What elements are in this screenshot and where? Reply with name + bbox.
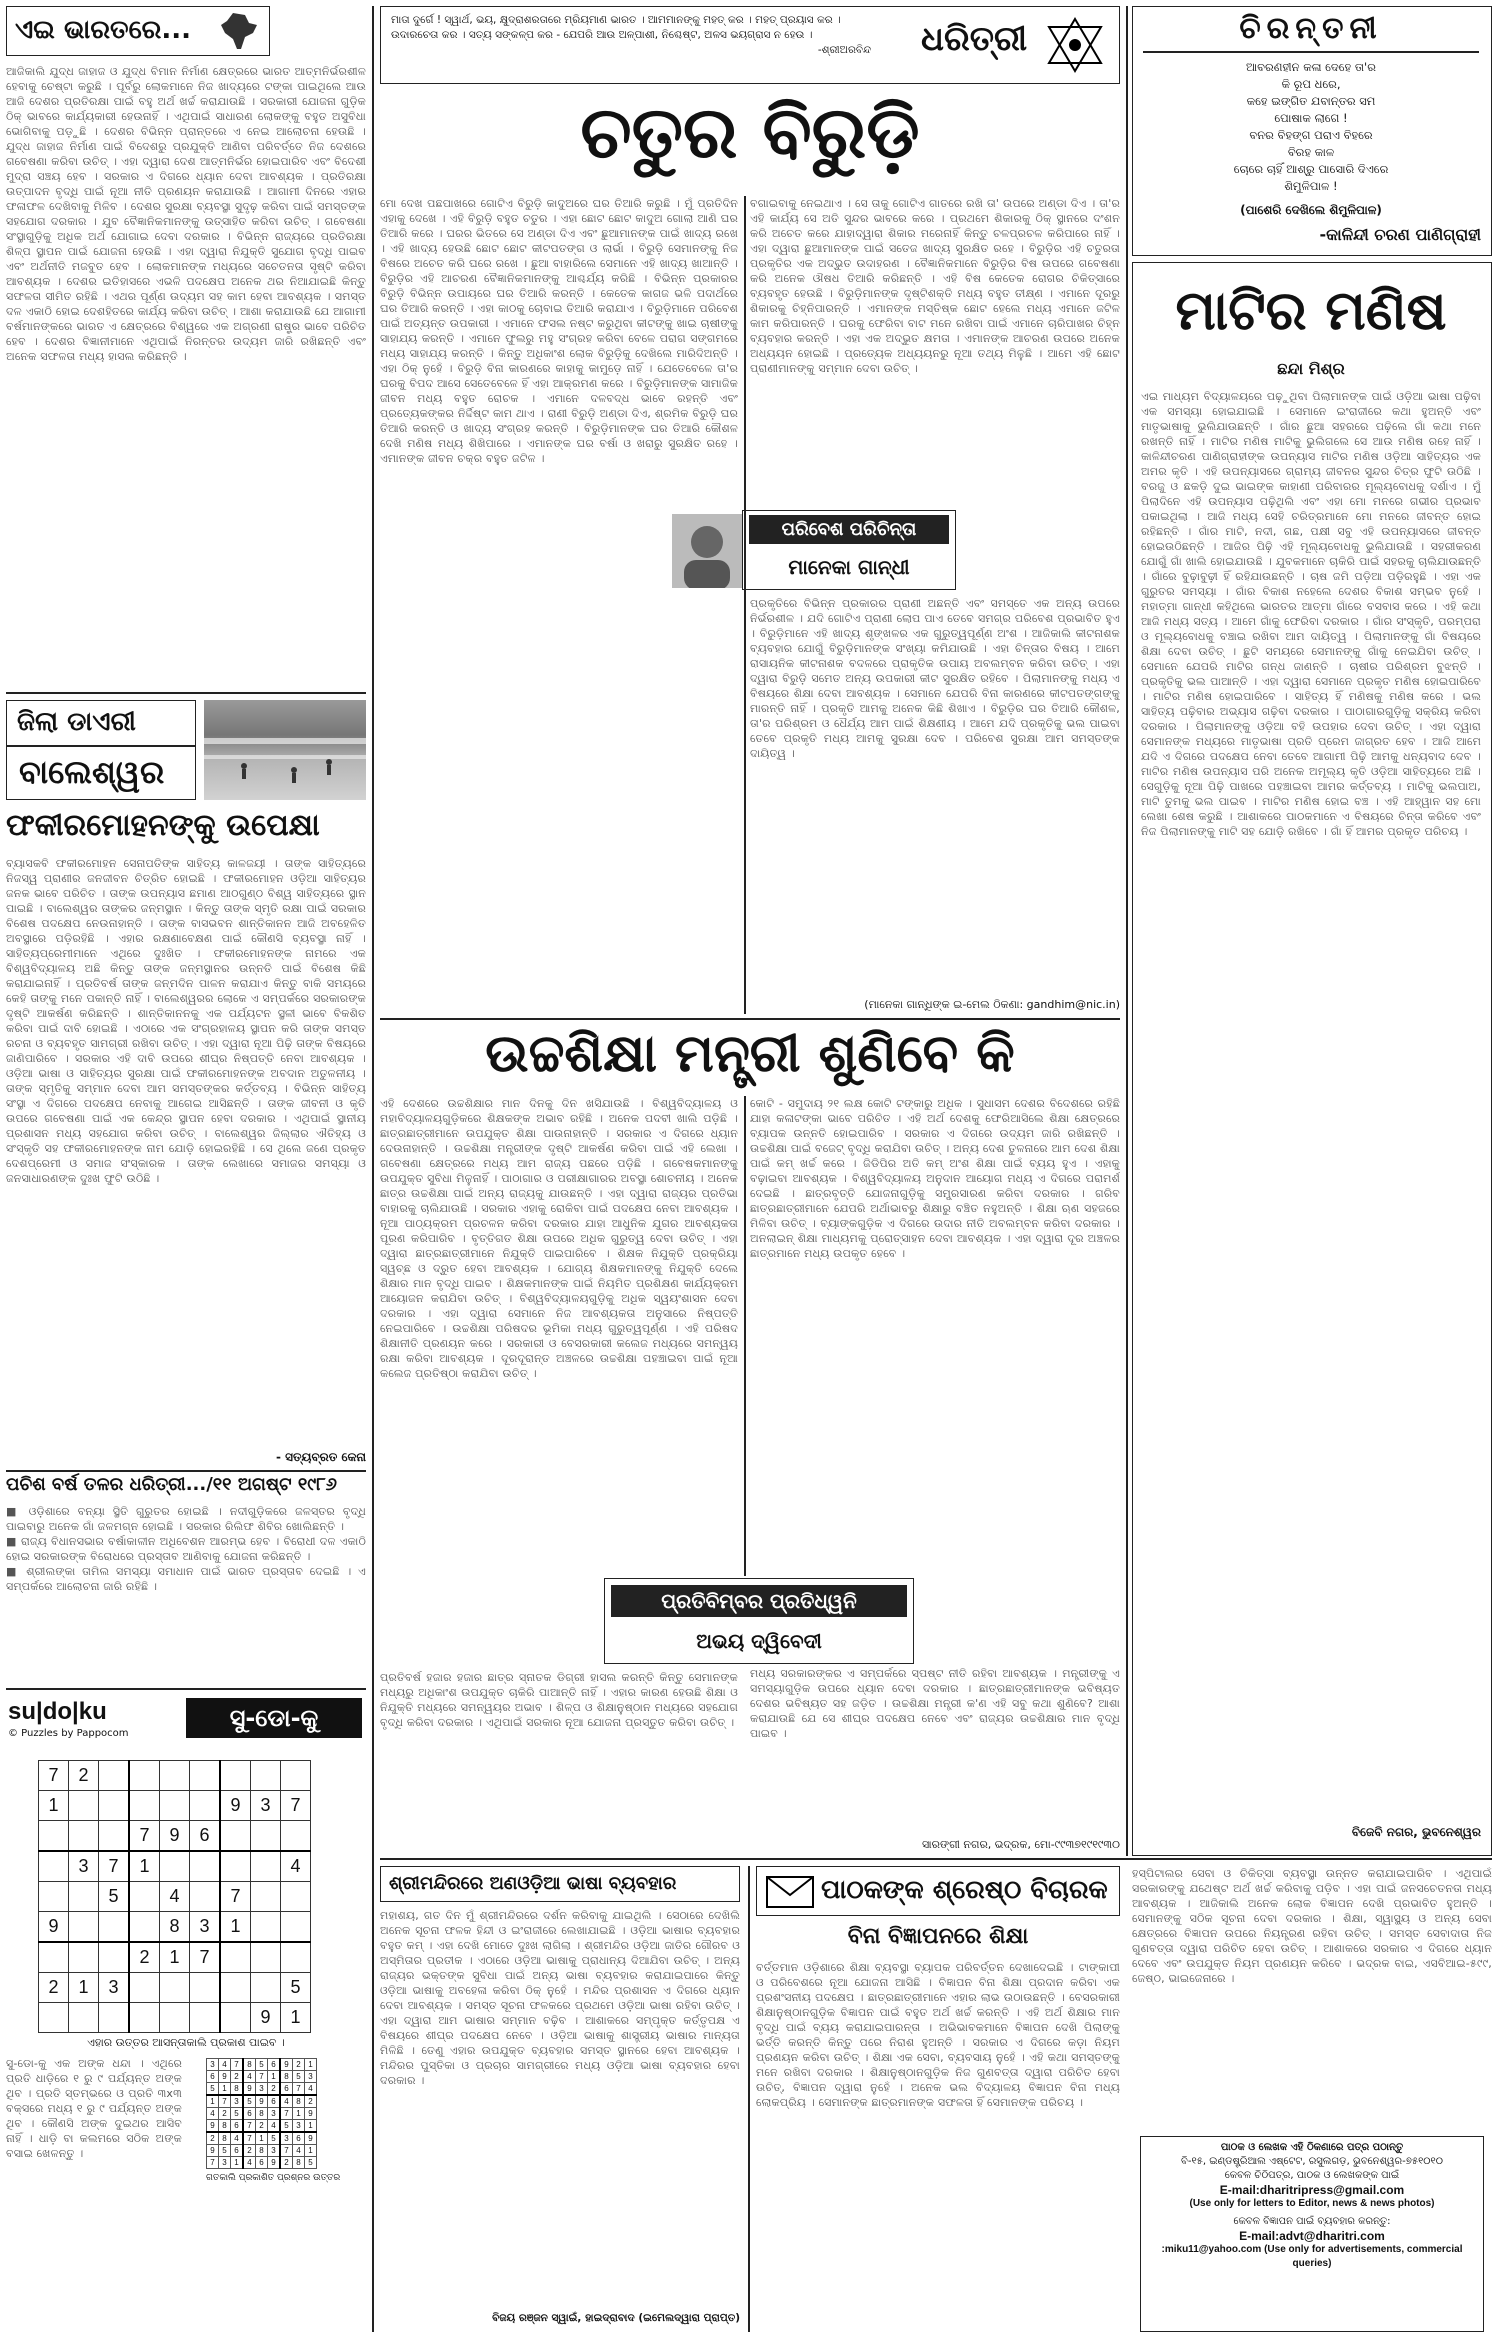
contact-box (1140, 2136, 1484, 2332)
sudoku-cell: 2 (219, 2108, 231, 2120)
sudoku-cell: 5 (219, 2145, 231, 2157)
sudoku-cell[interactable] (251, 1821, 281, 1852)
sudoku-cell: 6 (231, 2145, 244, 2157)
sudoku-cell[interactable]: 8 (160, 1912, 190, 1943)
sudoku-cell[interactable]: 3 (69, 1851, 99, 1882)
sudoku-cell: 7 (243, 2132, 256, 2145)
main-article-col1: ମୋ ଦେଖ ପଛପାଖରେ ଗୋଟିଏ ବିରୁଡ଼ି କାଦୁଅରେ ଘର ତିଆରି କରୁଛି । ମୁଁ ପ୍ରତିଦିନ ଏହାକୁ ଦେଖେ । ଏହି ବିରୁଡ଼ି ବହୁତ ଚତୁର । ଏହା ଛୋଟ ଛୋଟ କାଦୁଅ ଗୋଲା ଆଣି ଘର ତିଆରି କରେ । ଘରର ଭିତରେ ସେ ଅଣ୍ଡା ଦିଏ ଏବଂ ଛୁଆମାନଙ୍କ ପାଇଁ ଖାଦ୍ୟ ରଖେ । ଏହି ଖାଦ୍ୟ ହେଉଛି ଛୋଟ ଛୋଟ କୀଟପତଙ୍ଗ ଓ ଲାର୍ଭା । ବିରୁଡ଼ି ସେମାନଙ୍କୁ ନିଜ ବିଷରେ ଅଚେତ କରି ଘରେ ରଖେ । ଛୁଆ ବାହାରିଲେ ସେମାନେ ଏହି ଖାଦ୍ୟ ଖାଆନ୍ତି । ବିରୁଡ଼ିର ଏହି ଆଚରଣ ବୈଜ୍ଞାନିକମାନଙ୍କୁ ଆଶ୍ଚର୍ଯ୍ୟ କରିଛି । ବିଭିନ୍ନ ପ୍ରକାରର ବିରୁଡ଼ି ବିଭିନ୍ନ ଉପାୟରେ ଘର ତିଆରି କରନ୍ତି । କେତେକ କାଗଜ ଭଳି ପଦାର୍ଥରେ ଘର ତିଆରି କରନ୍ତି । ଏହା କାଠକୁ ଚୋବାଇ ତିଆରି କରାଯାଏ । ବିରୁଡ଼ିମାନେ ପରିବେଶ ପାଇଁ ଅତ୍ୟନ୍ତ ଉପକାରୀ । ଏମାନେ ଫସଲ ନଷ୍ଟ କରୁଥିବା କୀଟଙ୍କୁ ଖାଇ ଚାଷୀଙ୍କୁ ସାହାଯ୍ୟ କରନ୍ତି । ଏମାନେ ଫୁଲରୁ ମହୁ ସଂଗ୍ରହ କରିବା ବେଳେ ପରାଗ ସଙ୍ଗମରେ ମଧ୍ୟ ସାହାଯ୍ୟ କରନ୍ତି । କିନ୍ତୁ ଅଧିକାଂଶ ଲୋକ ବିରୁଡ଼ିକୁ ଦେଖିଲେ ମାରିଦିଅନ୍ତି । ଏହା ଠିକ୍ ନୁହେଁ । ବିରୁଡ଼ି ବିନା କାରଣରେ କାହାକୁ କାମୁଡ଼େ ନାହିଁ । ଯେତେବେଳେ ତା'ର ଘରକୁ ବିପଦ ଆସେ ସେତେବେଳେ ହିଁ ଏହା ଆକ୍ରମଣ କରେ । ବିରୁଡ଼ିମାନଙ୍କ ସାମାଜିକ ଜୀବନ ମଧ୍ୟ ବହୁତ ରୋଚକ । ଏମାନେ ଦଳବଦ୍ଧ ଭାବେ ରହନ୍ତି ଏବଂ ପ୍ରତ୍ୟେକଙ୍କର ନିର୍ଦ୍ଦିଷ୍ଟ କାମ ଥାଏ । ରାଣୀ ବିରୁଡ଼ି ଅଣ୍ଡା ଦିଏ, ଶ୍ରମିକ ବିରୁଡ଼ି ଘର ତିଆରି କରନ୍ତି ଓ ଖାଦ୍ୟ ସଂଗ୍ରହ କରନ୍ତି । ବିରୁଡ଼ିମାନଙ୍କ ଘର ତିଆରି କୌଶଳ ଦେଖି ମଣିଷ ମଧ୍ୟ ଶିଖିପାରେ । ଏମାନଙ୍କ ଘର ବର୍ଷା ଓ ଖରାରୁ ସୁରକ୍ଷିତ ରହେ । ଏମାନଙ୍କ ଜୀବନ ଚକ୍ର ବହୁତ ଜଟିଳ । (380, 197, 738, 465)
sudoku-cell: 3 (231, 2095, 244, 2108)
sudoku-cell: 7 (293, 2083, 305, 2096)
sudoku-cell: 8 (219, 2120, 231, 2133)
sudoku-row (207, 2108, 317, 2120)
srimandir-body: ମହାଶୟ, ଗତ ଦିନ ମୁଁ ଶ୍ରୀମନ୍ଦିରରେ ଦର୍ଶନ କରିବାକୁ ଯାଇଥିଲି । ସେଠାରେ ଦେଖିଲି ଅନେକ ସୂଚନା ଫଳକ ହିନ୍ଦୀ ଓ ଇଂରାଜୀରେ ଲେଖାଯାଇଛି । ଓଡ଼ିଆ ଭାଷାର ବ୍ୟବହାର ବହୁତ କମ୍ । ଏହା ଦେଖି ମୋତେ ଦୁଃଖ ଲାଗିଲା । ଶ୍ରୀମନ୍ଦିର ଓଡ଼ିଆ ଜାତିର ଗୌରବ ଓ ଅସ୍ମିତାର ପ୍ରତୀକ । ଏଠାରେ ଓଡ଼ିଆ ଭାଷାକୁ ପ୍ରାଧାନ୍ୟ ଦିଆଯିବା ଉଚିତ୍ । ଅନ୍ୟ ରାଜ୍ୟର ଭକ୍ତଙ୍କ ସୁବିଧା ପାଇଁ ଅନ୍ୟ ଭାଷା ବ୍ୟବହାର କରାଯାଇପାରେ କିନ୍ତୁ ଓଡ଼ିଆ ଭାଷାକୁ ଅବହେଳା କରିବା ଠିକ୍ ନୁହେଁ । ମନ୍ଦିର ପ୍ରଶାସନ ଏ ଦିଗରେ ଧ୍ୟାନ ଦେବା ଆବଶ୍ୟକ । ସମସ୍ତ ସୂଚନା ଫଳକରେ ପ୍ରଥମେ ଓଡ଼ିଆ ଭାଷା ରହିବା ଉଚିତ୍ । ଏହା ଦ୍ୱାରା ଆମ ଭାଷାର ସମ୍ମାନ ବଢ଼ିବ । ଆଶାକରେ ସମ୍ପୃକ୍ତ କର୍ତ୍ତୃପକ୍ଷ ଏ ବିଷୟରେ ଶୀଘ୍ର ପଦକ୍ଷେପ ନେବେ । ଓଡ଼ିଆ ଭାଷାକୁ ଶାସ୍ତ୍ରୀୟ ଭାଷାର ମାନ୍ୟତା ମିଳିଛି । ତେଣୁ ଏହାର ଉପଯୁକ୍ତ ବ୍ୟବହାର ସମସ୍ତ ସ୍ଥାନରେ ହେବା ଆବଶ୍ୟକ । ମନ୍ଦିରର ପୁସ୍ତିକା ଓ ପ୍ରଚାର ସାମଗ୍ରୀରେ ମଧ୍ୟ ଓଡ଼ିଆ ଭାଷା ବ୍ୟବହାର ହେବା ଦରକାର । (380, 1909, 740, 2087)
education-col1b: ପ୍ରତିବର୍ଷ ହଜାର ହଜାର ଛାତ୍ର ସ୍ନାତକ ଡିଗ୍ରୀ ହାସଲ କରନ୍ତି କିନ୍ତୁ ସେମାନଙ୍କ ମଧ୍ୟରୁ ଅଧିକାଂଶ ଉପଯୁକ୍ତ ଚାକିରି ପାଆନ୍ତି ନାହିଁ । ଏହାର କାରଣ ହେଉଛି ଶିକ୍ଷା ଓ ନିଯୁକ୍ତି ମଧ୍ୟରେ ସମନ୍ୱୟର ଅଭାବ । ଶିଳ୍ପ ଓ ଶିକ୍ଷାନୁଷ୍ଠାନ ମଧ୍ୟରେ ସହଯୋଗ ବୃଦ୍ଧି କରିବା ଦରକାର । ଏଥିପାଇଁ ସରକାର ନୂଆ ଯୋଜନା ପ୍ରସ୍ତୁତ କରିବା ଉଚିତ୍ । (380, 1671, 738, 1729)
sudoku-cell: 3 (293, 2120, 305, 2133)
sudoku-cell[interactable] (99, 1791, 130, 1821)
sudoku-cell[interactable] (190, 1882, 221, 1912)
sudoku-cell: 1 (256, 2132, 268, 2145)
email-editorial[interactable]: E-mail:dharitripress@gmail.com (1219, 2183, 1405, 2197)
sudoku-cell: 3 (305, 2071, 317, 2083)
sudoku-row (39, 1821, 311, 1852)
sudoku-cell: 4 (231, 2132, 244, 2145)
sudoku-cell: 1 (305, 2145, 317, 2157)
email-label: କେବଳ ଚିଠିପତ୍ର, ପାଠକ ଓ ଲେଖକଙ୍କ ପାଇଁ (1224, 2170, 1400, 2181)
sudoku-odia-title: ସୁ-ଡୋ-କୁ (186, 1698, 362, 1738)
sudoku-cell: 3 (256, 2083, 268, 2096)
sudoku-cell: 2 (231, 2071, 244, 2083)
sudoku-cell[interactable] (129, 2003, 160, 2033)
sudoku-cell: 4 (280, 2095, 293, 2108)
education-headline: ଉଚ୍ଚଶିକ୍ଷା ମନ୍ତ୍ରୀ ଶୁଣିବେ କି (485, 1024, 1015, 1084)
sudoku-cell[interactable] (69, 1821, 99, 1852)
sudoku-cell: 3 (268, 2145, 281, 2157)
masthead-quote (391, 13, 871, 58)
sudoku-cell: 8 (256, 2108, 268, 2120)
sudoku-cell[interactable] (160, 1851, 190, 1882)
district-diary-label: ଜିଲା ଡାଏରୀ (17, 707, 136, 737)
sudoku-cell[interactable] (160, 1761, 190, 1791)
main-article-col2: ବଗାଇବାକୁ ନେଇଥାଏ । ସେ ତାକୁ ଗୋଟିଏ ଗାତରେ ରଖି ତା' ଉପରେ ଅଣ୍ଡା ଦିଏ । ତା'ର ଏହି କାର୍ଯ୍ୟ ସେ ଅତି ସୁନ୍ଦର ଭାବରେ କରେ । ପ୍ରଥମେ ଶିକାରକୁ ଠିକ୍ ସ୍ଥାନରେ ଦଂଶନ କରି ଅଚେତ କରେ ଯାହାଦ୍ୱାରା ଶିକାର ମରେନାହିଁ କିନ୍ତୁ ଚଳପ୍ରଚଳ କରିପାରେ ନାହିଁ । ଏହା ଦ୍ୱାରା ଛୁଆମାନଙ୍କ ପାଇଁ ସତେଜ ଖାଦ୍ୟ ସୁରକ୍ଷିତ ରହେ । ବିରୁଡ଼ିର ଏହି ଚତୁରତା ପ୍ରକୃତିର ଏକ ଅଦ୍ଭୁତ ଉଦାହରଣ । ବୈଜ୍ଞାନିକମାନେ ବିରୁଡ଼ିର ବିଷ ଉପରେ ଗବେଷଣା କରି ଅନେକ ଔଷଧ ତିଆରି କରିଛନ୍ତି । ଏହି ବିଷ କେତେକ ରୋଗର ଚିକିତ୍ସାରେ ବ୍ୟବହୃତ ହେଉଛି । ବିରୁଡ଼ିମାନଙ୍କ ଦୃଷ୍ଟିଶକ୍ତି ମଧ୍ୟ ବହୁତ ତୀକ୍ଷ୍ଣ । ଏମାନେ ଦୂରରୁ ଶିକାରକୁ ଚିହ୍ନିପାରନ୍ତି । ଏମାନଙ୍କ ମସ୍ତିଷ୍କ ଛୋଟ ହେଲେ ମଧ୍ୟ ଏମାନେ ଜଟିଳ କାମ କରିପାରନ୍ତି । ଘରକୁ ଫେରିବା ବାଟ ମନେ ରଖିବା ପାଇଁ ଏମାନେ ଚାରିପାଖର ଚିହ୍ନ ବ୍ୟବହାର କରନ୍ତି । ଏହା ଏକ ଅଦ୍ଭୁତ କ୍ଷମତା । ଏମାନଙ୍କ ଆଚରଣ ଉପରେ ଅନେକ ଅଧ୍ୟୟନ ହୋଇଛି । ପ୍ରତ୍ୟେକ ଅଧ୍ୟୟନରୁ ନୂଆ ତଥ୍ୟ ମିଳୁଛି । ଆମେ ଏହି ଛୋଟ ପ୍ରାଣୀମାନଙ୍କୁ ସମ୍ମାନ ଦେବା ଉଚିତ୍ । (750, 197, 1120, 375)
education-col3: ମଧ୍ୟ ସରକାରଙ୍କର ଏ ସମ୍ପର୍କରେ ସ୍ପଷ୍ଟ ନୀତି ରହିବା ଆବଶ୍ୟକ । ମନ୍ତ୍ରୀଙ୍କୁ ଏ ସମସ୍ୟାଗୁଡ଼ିକ ଉପରେ ଧ୍ୟାନ ଦେବା ଦରକାର । ଛାତ୍ରଛାତ୍ରୀମାନଙ୍କ ଭବିଷ୍ୟତ ଦେଶର ଭବିଷ୍ୟତ ସହ ଜଡ଼ିତ । ଉଚ୍ଚଶିକ୍ଷା ମନ୍ତ୍ରୀ କ'ଣ ଏହି ସବୁ କଥା ଶୁଣିବେ? ଆଶା କରାଯାଉଛି ଯେ ସେ ଶୀଘ୍ର ପଦକ୍ଷେପ ନେବେ ଏବଂ ରାଜ୍ୟର ଉଚ୍ଚଶିକ୍ଷାର ମାନ ବୃଦ୍ଧି ପାଇବ । (750, 1667, 1120, 1740)
sudoku-cell[interactable]: 1 (129, 1851, 160, 1882)
sudoku-cell[interactable] (251, 1851, 281, 1882)
sudoku-cell[interactable]: 2 (39, 1973, 69, 2003)
sudoku-cell: 2 (256, 2120, 268, 2133)
email-ads-2[interactable]: :miku11@yahoo.com (Use only for advertisements, commercial queries) (1161, 2244, 1463, 2269)
fakir-author: - ସତ୍ୟବ୍ରତ କେନା (276, 1450, 366, 1464)
sudoku-cell: 5 (207, 2083, 219, 2096)
sudoku-cell[interactable] (129, 1882, 160, 1912)
sudoku-cell: 4 (207, 2108, 219, 2120)
sudoku-cell[interactable]: 4 (281, 1851, 311, 1882)
sudoku-cell[interactable] (129, 1912, 160, 1943)
sudoku-cell: 6 (256, 2157, 268, 2169)
sudoku-cell[interactable] (69, 1912, 99, 1943)
district-name-box (6, 746, 196, 800)
sudoku-cell: 9 (243, 2083, 256, 2096)
sudoku-cell[interactable] (281, 1912, 311, 1943)
sudoku-cell: 9 (280, 2059, 293, 2071)
sudoku-cell: 9 (207, 2145, 219, 2157)
sudoku-cell[interactable] (251, 1761, 281, 1791)
masthead-quote-author: -ଶ୍ରୀଅରବିନ୍ଦ (817, 44, 871, 56)
sudoku-instructions: ସୁ-ଡୋ-କୁ ଏକ ଅଙ୍କ ଧନ୍ଦା । ଏଥିରେ ପ୍ରତି ଧାଡ଼ିରେ ୧ ରୁ ୯ ପର୍ଯ୍ୟନ୍ତ ଅଙ୍କ ଥିବ । ପ୍ରତି ସ୍ତମ୍ଭରେ ଓ ପ୍ରତି ୩x୩ ବକ୍ସରେ ମଧ୍ୟ ୧ ରୁ ୯ ପର୍ଯ୍ୟନ୍ତ ଅଙ୍କ ଥିବ । କୌଣସି ଅଙ୍କ ଦୁଇଥର ଆସିବ ନାହିଁ । ଧାଡ଼ି ବା କଲମରେ ସଠିକ ଅଙ୍କ ବସାଇ ଖେଳନ୍ତୁ । (6, 2057, 182, 2160)
sudoku-credit: © Puzzles by Pappocom (8, 1728, 129, 1739)
sudoku-cell[interactable] (69, 1882, 99, 1912)
sudoku-caption: ଏହାର ଉତ୍ତର ଆସନ୍ତାକାଲି ପ୍ରକାଶ ପାଇବ । (87, 2036, 285, 2049)
column-label-box-2 (604, 1578, 914, 1664)
sudoku-cell[interactable] (129, 1761, 160, 1791)
sudoku-row (39, 1851, 311, 1882)
sudoku-cell[interactable] (39, 1942, 69, 1973)
sudoku-cell: 2 (280, 2157, 293, 2169)
sudoku-cell: 5 (293, 2071, 305, 2083)
poem-line: ପୋଷାକ ଲାଗେ ! (1274, 111, 1348, 125)
sudoku-cell: 6 (268, 2059, 281, 2071)
sudoku-cell[interactable]: 6 (190, 1821, 221, 1852)
sudoku-cell: 8 (243, 2059, 256, 2071)
sudoku-cell: 4 (243, 2071, 256, 2083)
sudoku-cell[interactable] (190, 1791, 221, 1821)
sudoku-grid (38, 1760, 311, 2033)
poem-line: ବିରହ କାଳ (1287, 145, 1335, 159)
sudoku-cell: 6 (280, 2083, 293, 2096)
fakir-article-body: ବ୍ୟାସକବି ଫକୀରମୋହନ ସେନାପତିଙ୍କ ସାହିତ୍ୟ କାଳଜୟୀ । ତାଙ୍କ ସାହିତ୍ୟରେ ନିଜସ୍ୱ ପ୍ରାଣୀର ଜନଜୀବନ ଚିତ୍ରିତ ହୋଇଛି । ଫକୀରମୋହନ ଓଡ଼ିଆ ସାହିତ୍ୟର ଜନକ ଭାବେ ପରିଚିତ । ତାଙ୍କ ଉପନ୍ୟାସ ଛମାଣ ଆଠଗୁଣ୍ଠ ବିଶ୍ୱ ସାହିତ୍ୟରେ ସ୍ଥାନ ପାଇଛି । ବାଲେଶ୍ୱର ତାଙ୍କର ଜନ୍ମସ୍ଥାନ । କିନ୍ତୁ ତାଙ୍କ ସ୍ମୃତି ରକ୍ଷା ପାଇଁ ସରକାର ବିଶେଷ ପଦକ୍ଷେପ ନେଉନାହାନ୍ତି । ତାଙ୍କ ବାସଭବନ ଶାନ୍ତିକାନନ ଆଜି ଅବହେଳିତ ଅବସ୍ଥାରେ ପଡ଼ିରହିଛି । ଏହାର ରକ୍ଷଣାବେକ୍ଷଣ ପାଇଁ କୌଣସି ବ୍ୟବସ୍ଥା ନାହିଁ । ସାହିତ୍ୟପ୍ରେମୀମାନେ ଏଥିରେ ଦୁଃଖିତ । ଫକୀରମୋହନଙ୍କ ନାମରେ ଏକ ବିଶ୍ୱବିଦ୍ୟାଳୟ ଅଛି କିନ୍ତୁ ତାଙ୍କ ଜନ୍ମସ୍ଥାନର ଉନ୍ନତି ପାଇଁ ବିଶେଷ କିଛି କରାଯାଇନାହିଁ । ପ୍ରତିବର୍ଷ ତାଙ୍କ ଜନ୍ମଦିନ ପାଳନ କରାଯାଏ କିନ୍ତୁ ବାକି ସମୟରେ କେହି ତାଙ୍କୁ ମନେ ପକାନ୍ତି ନାହିଁ । ବାଲେଶ୍ୱରର ଲୋକେ ଏ ସମ୍ପର୍କରେ ସରକାରଙ୍କ ଦୃଷ୍ଟି ଆକର୍ଷଣ କରିଛନ୍ତି । ଶାନ୍ତିକାନନକୁ ଏକ ପର୍ଯ୍ୟଟନ ସ୍ଥଳୀ ଭାବେ ବିକଶିତ କରିବା ପାଇଁ ଦାବି ହୋଇଛି । ଏଠାରେ ଏକ ସଂଗ୍ରହାଳୟ ସ୍ଥାପନ କରି ତାଙ୍କ ସମସ୍ତ ରଚନା ଓ ବ୍ୟବହୃତ ସାମଗ୍ରୀ ରଖିବା ଉଚିତ୍ । ଏହା ଦ୍ୱାରା ନୂଆ ପିଢ଼ି ତାଙ୍କ ବିଷୟରେ ଜାଣିପାରିବେ । ସରକାର ଏହି ଦାବି ଉପରେ ଶୀଘ୍ର ନିଷ୍ପତ୍ତି ନେବା ଆବଶ୍ୟକ । ଓଡ଼ିଆ ଭାଷା ଓ ସାହିତ୍ୟର ସୁରକ୍ଷା ପାଇଁ ଫକୀରମୋହନଙ୍କ ଅବଦାନ ଅତୁଳନୀୟ । ତାଙ୍କ ସ୍ମୃତିକୁ ସମ୍ମାନ ଦେବା ଆମ ସମସ୍ତଙ୍କର କର୍ତ୍ତବ୍ୟ । ବିଭିନ୍ନ ସାହିତ୍ୟ ସଂସ୍ଥା ଏ ଦିଗରେ ପଦକ୍ଷେପ ନେବାକୁ ଆଗେଇ ଆସିଛନ୍ତି । ତାଙ୍କ ଜୀବନୀ ଓ କୃତି ଉପରେ ଗବେଷଣା ପାଇଁ ଏକ କେନ୍ଦ୍ର ସ୍ଥାପନ ହେବା ଦରକାର । ଏଥିପାଇଁ ସ୍ଥାନୀୟ ପ୍ରଶାସନ ମଧ୍ୟ ସହଯୋଗ କରିବା ଉଚିତ୍ । ବାଲେଶ୍ୱର ଜିଲ୍ଲାର ଐତିହ୍ୟ ଓ ସଂସ୍କୃତି ସହ ଫକୀରମୋହନଙ୍କ ନାମ ଯୋଡ଼ି ହୋଇରହିଛି । ସେ ଥିଲେ ଜଣେ ପ୍ରକୃତ ଦେଶପ୍ରେମୀ ଓ ସମାଜ ସଂସ୍କାରକ । ତାଙ୍କ ଲେଖାରେ ସମାଜର ସମସ୍ୟା ଓ ଜନସାଧାରଣଙ୍କ ଦୁଃଖ ଫୁଟି ଉଠିଛି । (6, 857, 366, 1185)
sudoku-cell[interactable] (190, 1973, 221, 2003)
sudoku-row (39, 1973, 311, 2003)
sudoku-cell[interactable]: 9 (39, 1912, 69, 1943)
sudoku-cell: 2 (293, 2059, 305, 2071)
sudoku-solution-wrap (206, 2058, 340, 2183)
sudoku-cell: 7 (219, 2095, 231, 2108)
sudoku-cell[interactable]: 7 (99, 1851, 130, 1882)
sudoku-cell[interactable] (99, 1942, 130, 1973)
sudoku-cell: 4 (219, 2059, 231, 2071)
education-col2: କୋଟି - ସମୁଦାୟ ୨୧ ଲକ୍ଷ କୋଟି ଟଙ୍କାରୁ ଅଧିକ । ସୁଧାସମ ଦେଶର ବିଦେଶରେ ରହିଛି ଯାହା କଳାଟଙ୍କା ଭାବେ ପରିଚିତ । ଏହି ଅର୍ଥ ଦେଶକୁ ଫେରିଆସିଲେ ଶିକ୍ଷା କ୍ଷେତ୍ରରେ ବ୍ୟାପକ ଉନ୍ନତି ହୋଇପାରିବ । ସରକାର ଏ ଦିଗରେ ଉଦ୍ୟମ ଜାରି ରଖିଛନ୍ତି । ଉଚ୍ଚଶିକ୍ଷା ପାଇଁ ବଜେଟ୍ ବୃଦ୍ଧି କରାଯିବା ଉଚିତ୍ । ଅନ୍ୟ ଦେଶ ତୁଳନାରେ ଆମ ଦେଶ ଶିକ୍ଷା ପାଇଁ କମ୍ ଖର୍ଚ୍ଚ କରେ । ଜିଡିପିର ଅତି କମ୍ ଅଂଶ ଶିକ୍ଷା ପାଇଁ ବ୍ୟୟ ହୁଏ । ଏହାକୁ ବଢ଼ାଇବା ଆବଶ୍ୟକ । ବିଶ୍ୱବିଦ୍ୟାଳୟ ଅନୁଦାନ ଆୟୋଗ ମଧ୍ୟ ଏ ଦିଗରେ ପରାମର୍ଶ ଦେଇଛି । ଛାତ୍ରବୃତ୍ତି ଯୋଜନାଗୁଡ଼ିକୁ ସମ୍ପ୍ରସାରଣ କରିବା ଦରକାର । ଗରିବ ଛାତ୍ରଛାତ୍ରୀମାନେ ଯେପରି ଅର୍ଥାଭାବରୁ ଶିକ୍ଷାରୁ ବଞ୍ଚିତ ନହୁଅନ୍ତି । ଶିକ୍ଷା ଋଣ ସହଜରେ ମିଳିବା ଉଚିତ୍ । ବ୍ୟାଙ୍କଗୁଡ଼ିକ ଏ ଦିଗରେ ଉଦାର ନୀତି ଅବଲମ୍ବନ କରିବା ଦରକାର । ଅନଲାଇନ୍ ଶିକ୍ଷା ମାଧ୍ୟମକୁ ପ୍ରୋତ୍ସାହନ ଦେବା ଆବଶ୍ୟକ । ଏହା ଦ୍ୱାରା ଦୂର ଅଞ୍ଚଳର ଛାତ୍ରମାନେ ମଧ୍ୟ ଉପକୃତ ହେବେ । (750, 1097, 1120, 1260)
sudoku-cell[interactable] (129, 1791, 160, 1821)
sudoku-cell[interactable] (251, 1973, 281, 2003)
sudoku-cell: 3 (207, 2059, 219, 2071)
sudoku-row (207, 2157, 317, 2169)
sudoku-row (39, 1882, 311, 1912)
sudoku-cell: 5 (280, 2120, 293, 2133)
sudoku-cell[interactable]: 3 (251, 1791, 281, 1821)
sudoku-cell[interactable]: 4 (160, 1882, 190, 1912)
sudoku-row (207, 2083, 317, 2096)
sudoku-cell: 4 (293, 2145, 305, 2157)
sudoku-cell: 3 (280, 2132, 293, 2145)
column-label: ପରିବେଶ ପରିଚିନ୍ତା (749, 515, 949, 544)
education-footer: ସାରଙ୍ଗୀ ନଗର, ଭଦ୍ରକ, ମୋ-୯୯୩୭୧୯୧୯୩୦ (921, 1838, 1120, 1851)
sudoku-cell: 2 (305, 2095, 317, 2108)
sudoku-cell[interactable] (129, 1973, 160, 2003)
sudoku-cell[interactable] (220, 1761, 251, 1791)
paper-name: ଧରିତ୍ରୀ (921, 19, 1028, 59)
beach-scene-icon (204, 700, 366, 800)
sudoku-cell[interactable]: 1 (69, 1973, 99, 2003)
main-headline: ଚତୁର ବିରୁଡ଼ି (580, 90, 920, 174)
reader-subtitle: ବିନା ବିଜ୍ଞାପନରେ ଶିକ୍ଷା (847, 1924, 1029, 1949)
sudoku-cell[interactable]: 7 (129, 1821, 160, 1852)
poem-line: ଶିମୁଳିପାଳ ! (1284, 179, 1338, 193)
contact-address: ବି-୧୫, ଇଣ୍ଡଷ୍ଟ୍ରିଆଲ ଏଷ୍ଟେଟ, ରସୁଲଗଡ଼, ଭୁବନେଶ୍ୱର-୭୫୧୦୧୦ (1181, 2156, 1443, 2167)
sudoku-cell[interactable]: 3 (99, 1973, 130, 2003)
contact-title: ପାଠକ ଓ ଲେଖକ ଏହି ଠିକଣାରେ ପତ୍ର ପଠାନ୍ତୁ (1220, 2142, 1404, 2153)
sudoku-cell[interactable]: 5 (281, 1973, 311, 2003)
sudoku-cell[interactable] (190, 1761, 221, 1791)
left-article-body: ଆଜିକାଲି ଯୁଦ୍ଧ ଜାହାଜ ଓ ଯୁଦ୍ଧ ବିମାନ ନିର୍ମାଣ କ୍ଷେତ୍ରରେ ଭାରତ ଆତ୍ମନିର୍ଭରଶୀଳ ହେବାକୁ ଚେଷ୍ଟା କରୁଛି । ପୂର୍ବରୁ ଲୋକମାନେ ନିଜ ଖାଦ୍ୟରେ ଟଙ୍କା ପାଇଥିଲେ ଆଉ ଆଜି ଦେଶର ପ୍ରତିରକ୍ଷା ପାଇଁ ବହୁ ଅର୍ଥ ଖର୍ଚ୍ଚ କରାଯାଉଛି । ସରକାରୀ ଯୋଜନା ଗୁଡ଼ିକ ଠିକ୍ ଭାବରେ କାର୍ଯ୍ୟକାରୀ ହେଉନାହିଁ । ଏଥିପାଇଁ ସାଧାରଣ ଲୋକଙ୍କୁ ବହୁତ ଅସୁବିଧା ଭୋଗିବାକୁ ପଡ଼ୁଛି । ଦେଶର ବିଭିନ୍ନ ପ୍ରାନ୍ତରେ ଏ ନେଇ ଆଲୋଚନା ହେଉଛି । ଯୁଦ୍ଧ ଜାହାଜ ନିର୍ମାଣ ପାଇଁ ବିଦେଶରୁ ପ୍ରଯୁକ୍ତି ଆଣିବା ପରିବର୍ତ୍ତେ ନିଜ ଦେଶରେ ଗବେଷଣା କରିବା ଉଚିତ୍ । ଏହା ଦ୍ୱାରା ଦେଶ ଆତ୍ମନିର୍ଭର ହୋଇପାରିବ ଏବଂ ବିଦେଶୀ ମୁଦ୍ରା ସଞ୍ଚୟ ହେବ । ସରକାର ଏ ଦିଗରେ ଧ୍ୟାନ ଦେବା ଆବଶ୍ୟକ । ପ୍ରତିରକ୍ଷା ଉତ୍ପାଦନ ବୃଦ୍ଧି ପାଇଁ ନୂଆ ନୀତି ପ୍ରଣୟନ କରାଯାଉଛି । ଆଗାମୀ ଦିନରେ ଏହାର ଫଳାଫଳ ଦେଖିବାକୁ ମିଳିବ । ଦେଶର ସୁରକ୍ଷା ବ୍ୟବସ୍ଥା ସୁଦୃଢ଼ କରିବା ପାଇଁ ସମସ୍ତଙ୍କ ସହଯୋଗ ଦରକାର । ଯୁବ ବୈଜ୍ଞାନିକମାନଙ୍କୁ ଉତ୍ସାହିତ କରିବା ଉଚିତ୍ । ଗବେଷଣା ସଂସ୍ଥାଗୁଡ଼ିକୁ ଅଧିକ ଅର୍ଥ ଯୋଗାଇ ଦେବା ଦରକାର । ବିଭିନ୍ନ ରାଜ୍ୟରେ ପ୍ରତିରକ୍ଷା ଶିଳ୍ପ ସ୍ଥାପନ ପାଇଁ ଯୋଜନା ହେଉଛି । ଏହା ଦ୍ୱାରା ନିଯୁକ୍ତି ସୁଯୋଗ ବୃଦ୍ଧି ପାଇବ ଏବଂ ଅର୍ଥନୀତି ମଜବୁତ ହେବ । ଲୋକମାନଙ୍କ ମଧ୍ୟରେ ସଚେତନତା ସୃଷ୍ଟି କରିବା ଆବଶ୍ୟକ । ଦେଶର ଇତିହାସରେ ଏଭଳି ପଦକ୍ଷେପ ଅନେକ ଥର ନିଆଯାଇଛି କିନ୍ତୁ ସଫଳତା ସୀମିତ ରହିଛି । ଏଥର ପୂର୍ଣ୍ଣ ଉଦ୍ୟମ ସହ କାମ ହେବା ଆବଶ୍ୟକ । ସମସ୍ତ ଦଳ ଏକାଠି ହୋଇ ଦେଶହିତରେ କାର୍ଯ୍ୟ କରିବା ଉଚିତ୍ । ଆଶା କରାଯାଉଛି ଯେ ଆଗାମୀ ବର୍ଷମାନଙ୍କରେ ଭାରତ ଏ କ୍ଷେତ୍ରରେ ବିଶ୍ୱରେ ଏକ ଅଗ୍ରଣୀ ରାଷ୍ଟ୍ର ଭାବେ ପରିଚିତ ହେବ । ଦେଶର ବିଜ୍ଞାନୀମାନେ ଏଥିପାଇଁ ନିରନ୍ତର ଉଦ୍ୟମ ଜାରି ରଖିଛନ୍ତି ଏବଂ ଅନେକ ସଫଳତା ମଧ୍ୟ ହାସଲ କରିଛନ୍ତି । (6, 65, 366, 363)
sudoku-cell[interactable] (160, 2003, 190, 2033)
sudoku-row (207, 2120, 317, 2133)
sudoku-cell[interactable] (251, 1882, 281, 1912)
sudoku-cell: 1 (293, 2108, 305, 2120)
poem-line: ଆବରଣହୀନ କଳା ଦେହେ ତା'ର (1246, 60, 1376, 74)
reader-body: ବର୍ତ୍ତମାନ ଓଡ଼ିଶାରେ ଶିକ୍ଷା ବ୍ୟବସ୍ଥା ବ୍ୟାପକ ପରିବର୍ତ୍ତନ ଦେଖାଦେଇଛି । ଟାଙ୍କାପୀ ଓ ପରିବେଶରେ ନୂଆ ଯୋଜନା ଆସିଛି । ବିଜ୍ଞାପନ ବିନା ଶିକ୍ଷା ପ୍ରଦାନ କରିବା ଏକ ପ୍ରଶଂସନୀୟ ପଦକ୍ଷେପ । ଛାତ୍ରଛାତ୍ରୀମାନେ ଏହାର ଲାଭ ଉଠାଉଛନ୍ତି । ବେସରକାରୀ ଶିକ୍ଷାନୁଷ୍ଠାନଗୁଡ଼ିକ ବିଜ୍ଞାପନ ପାଇଁ ବହୁତ ଅର୍ଥ ଖର୍ଚ୍ଚ କରନ୍ତି । ଏହି ଅର୍ଥ ଶିକ୍ଷାର ମାନ ବୃଦ୍ଧି ପାଇଁ ବ୍ୟୟ କରାଯାଇପାରନ୍ତା । ଅଭିଭାବକମାନେ ବିଜ୍ଞାପନ ଦେଖି ପିଲାଙ୍କୁ ଭର୍ତ୍ତି କରନ୍ତି କିନ୍ତୁ ପରେ ନିରାଶ ହୁଅନ୍ତି । ସରକାର ଏ ଦିଗରେ କଡ଼ା ନିୟମ ପ୍ରଣୟନ କରିବା ଉଚିତ୍ । ଶିକ୍ଷା ଏକ ସେବା, ବ୍ୟବସାୟ ନୁହେଁ । ଏହି କଥା ସମସ୍ତଙ୍କୁ ମନେ ରଖିବା ଦରକାର । ଶିକ୍ଷାନୁଷ୍ଠାନଗୁଡ଼ିକ ନିଜ ଗୁଣବତ୍ତା ଦ୍ୱାରା ପରିଚିତ ହେବା ଉଚିତ୍, ବିଜ୍ଞାପନ ଦ୍ୱାରା ନୁହେଁ । ଅନେକ ଭଲ ବିଦ୍ୟାଳୟ ବିଜ୍ଞାପନ ବିନା ମଧ୍ୟ ଲୋକପ୍ରିୟ । ସେମାନଙ୍କ ଛାତ୍ରମାନଙ୍କ ସଫଳତା ହିଁ ସେମାନଙ୍କ ପରିଚୟ । (756, 1961, 1120, 2109)
sudoku-cell[interactable]: 1 (160, 1942, 190, 1973)
sudoku-cell: 3 (268, 2108, 281, 2120)
sudoku-cell: 7 (280, 2145, 293, 2157)
sudoku-cell: 1 (305, 2059, 317, 2071)
sudoku-cell[interactable] (69, 2003, 99, 2033)
sudoku-cell: 5 (256, 2059, 268, 2071)
matira-author: ଛନ୍ଦା ମିଶ୍ର (1277, 359, 1345, 378)
sudoku-header (6, 1696, 366, 1748)
sudoku-row (207, 2071, 317, 2083)
poem-line: କହେ ଇଙ୍ଗିତ ଯବାନ୍ତର ସମ (1246, 94, 1376, 108)
reader-title: ପାଠକଙ୍କ ଶ୍ରେଷ୍ଠ ବିଚାରକ (821, 1875, 1108, 1905)
srimandir-author: ବିଜୟ ରଞ୍ଜନ ସ୍ୱାଇଁ, ହାଇଦ୍ରାବାଦ (ଇମେଲଦ୍ୱାରା ପ୍ରାପ୍ତ) (492, 2312, 740, 2324)
sudoku-row (39, 2003, 311, 2033)
archive-title: ପଚିଶ ବର୍ଷ ତଳର ଧରିତ୍ରୀ.../୧୧ ଅଗଷ୍ଟ ୧୯୮୬ (6, 1474, 337, 1495)
sudoku-cell: 8 (280, 2071, 293, 2083)
india-map-icon (213, 9, 263, 53)
reader-body-2: ହସ୍ପିଟାଲର ସେବା ଓ ଚିକିତ୍ସା ବ୍ୟବସ୍ଥା ଉନ୍ନତ କରାଯାଇପାରିବ । ଏଥିପାଇଁ ସରକାରଙ୍କୁ ଯଥେଷ୍ଟ ଅର୍ଥ ଖର୍ଚ୍ଚ କରିବାକୁ ପଡ଼ିବ । ଏହା ପାଇଁ ଜନସଚେତନତା ମଧ୍ୟ ଆବଶ୍ୟକ । ଆଜିକାଲି ଅନେକ ଲୋକ ବିଜ୍ଞାପନ ଦେଖି ପ୍ରଭାବିତ ହୁଅନ୍ତି । ସେମାନଙ୍କୁ ସଠିକ ସୂଚନା ଦେବା ଦରକାର । ଶିକ୍ଷା, ସ୍ୱାସ୍ଥ୍ୟ ଓ ଅନ୍ୟ ସେବା କ୍ଷେତ୍ରରେ ବିଜ୍ଞାପନ ଉପରେ ନିୟନ୍ତ୍ରଣ ରହିବା ଉଚିତ୍ । ସମସ୍ତ ସେବାଦାତା ନିଜ ଗୁଣବତ୍ତା ଦ୍ୱାରା ପରିଚିତ ହେବା ଉଚିତ୍ । ଆଶାକରେ ସରକାର ଏ ଦିଗରେ ଧ୍ୟାନ ଦେବେ ଏବଂ ଉପଯୁକ୍ତ ନିୟମ ପ୍ରଣୟନ କରିବେ । ଭଦ୍ରକ ବାଇ, ଏସବିଆଇ-୫୯୯, ଜେଷ୍ଠ, ଭାଇଜେନାରେ । (1132, 1867, 1492, 1985)
sudoku-cell[interactable] (251, 1942, 281, 1973)
sudoku-cell: 6 (243, 2108, 256, 2120)
sudoku-cell: 9 (305, 2108, 317, 2120)
main-author: ମାନେକା ଗାନ୍ଧୀ (788, 555, 910, 579)
sudoku-cell: 7 (231, 2059, 244, 2071)
email-editorial-note: (Use only for letters to Editor, news & news photos) (1189, 2198, 1435, 2209)
sudoku-row (207, 2132, 317, 2145)
sudoku-cell[interactable]: 9 (251, 2003, 281, 2033)
section-header-box (6, 6, 270, 56)
sudoku-cell[interactable]: 2 (69, 1761, 99, 1791)
sudoku-row (39, 1761, 311, 1791)
sudoku-cell: 5 (243, 2095, 256, 2108)
sudoku-cell[interactable]: 7 (281, 1791, 311, 1821)
masthead-quote-text: ମାତା ଦୁର୍ଗେ ! ସ୍ୱାର୍ଥ, ଭୟ, କ୍ଷୁଦ୍ରାଶରତାରେ ମ୍ରିୟମାଣ ଭାରତ । ଆମମାନଙ୍କୁ ମହତ୍ କର । ମହତ୍ ପ୍ରୟାସ କର । ଉଦାରଚେତା କର । ସତ୍ୟ ସଙ୍କଳ୍ପ କର - ଯେପରି ଆଉ ଅଳ୍ପାଶୀ, ନିଶ୍ଚେଷ୍ଟ, ଅଳସ ଭୟଗ୍ରାସ ନ ହେଉ । (391, 14, 841, 41)
reader-title-box (756, 1866, 1120, 1916)
sudoku-cell[interactable]: 9 (160, 1821, 190, 1852)
sudoku-cell[interactable] (220, 2003, 251, 2033)
sudoku-row (207, 2095, 317, 2108)
author-photo-maneka (672, 514, 742, 588)
sudoku-cell: 1 (231, 2157, 244, 2169)
sudoku-cell[interactable] (39, 2003, 69, 2033)
sudoku-brand: su|do|ku (8, 1698, 107, 1725)
sudoku-cell: 3 (219, 2157, 231, 2169)
sudoku-cell[interactable] (69, 1942, 99, 1973)
sudoku-cell: 2 (207, 2132, 219, 2145)
sudoku-solution-grid (206, 2058, 317, 2169)
sudoku-row (39, 1791, 311, 1821)
sudoku-row (39, 1942, 311, 1973)
sudoku-cell: 7 (256, 2071, 268, 2083)
chirantani-source: (ପାଶେରି ଦେଖିଲେ ଶିମୁଳିପାଳ) (1240, 203, 1382, 217)
sudoku-cell[interactable]: 7 (190, 1942, 221, 1973)
sudoku-cell: 7 (280, 2108, 293, 2120)
sudoku-cell[interactable]: 7 (220, 1882, 251, 1912)
sudoku-cell[interactable] (99, 1912, 130, 1943)
paper-emblem-icon (1045, 15, 1105, 75)
sudoku-cell: 4 (243, 2157, 256, 2169)
sudoku-cell: 6 (231, 2120, 244, 2133)
sudoku-cell: 1 (268, 2071, 281, 2083)
matira-footer: ବିଜେବି ନଗର, ଭୁବନେଶ୍ୱର (1351, 1825, 1481, 1839)
sudoku-cell: 8 (256, 2145, 268, 2157)
sudoku-cell: 9 (207, 2120, 219, 2133)
sudoku-cell: 6 (268, 2095, 281, 2108)
chirantani-poem (1133, 59, 1489, 195)
sudoku-grid-wrap (38, 1760, 311, 2033)
person-portrait-icon (672, 514, 742, 588)
sudoku-cell: 8 (293, 2157, 305, 2169)
srimandir-title: ଶ୍ରୀମନ୍ଦିରରେ ଅଣଓଡ଼ିଆ ଭାଷା ବ୍ୟବହାର (389, 1873, 677, 1894)
sudoku-cell[interactable]: 3 (190, 1912, 221, 1943)
sudoku-cell: 7 (243, 2120, 256, 2133)
sudoku-cell[interactable]: 9 (220, 1791, 251, 1821)
sudoku-row (207, 2059, 317, 2071)
sudoku-solution-caption: ଗତକାଲି ପ୍ରକାଶିତ ପ୍ରଶ୍ନର ଉତ୍ତର (206, 2173, 341, 2183)
sudoku-cell: 6 (207, 2071, 219, 2083)
email-ads[interactable]: E-mail:advt@dharitri.com (1239, 2229, 1385, 2243)
sudoku-cell: 5 (268, 2132, 281, 2145)
sudoku-cell[interactable] (160, 1973, 190, 2003)
masthead-box (380, 6, 1120, 84)
sudoku-cell: 8 (293, 2095, 305, 2108)
column-label-box (742, 510, 956, 590)
education-column-label: ପ୍ରତିବିମ୍ବର ପ୍ରତିଧ୍ୱନି (611, 1585, 907, 1617)
sudoku-cell: 1 (305, 2120, 317, 2133)
sudoku-cell: 7 (207, 2157, 219, 2169)
sudoku-cell[interactable] (69, 1791, 99, 1821)
sudoku-cell: 4 (268, 2120, 281, 2133)
sudoku-cell: 9 (219, 2071, 231, 2083)
sudoku-cell[interactable] (99, 2003, 130, 2033)
sudoku-instructions-text: ସୁ-ଡୋ-କୁ ଏକ ଅଙ୍କ ଧନ୍ଦା । ଏଥିରେ ପ୍ରତି ଧାଡ଼ିରେ ୧ ରୁ ୯ ପର୍ଯ୍ୟନ୍ତ ଅଙ୍କ ଥିବ । (6, 2057, 182, 2100)
sudoku-cell[interactable] (281, 1882, 311, 1912)
sudoku-cell[interactable] (281, 1821, 311, 1852)
sudoku-cell[interactable] (39, 1851, 69, 1882)
main-footer: (ମାନେକା ଗାନ୍ଧିଙ୍କ ଇ-ମେଲ ଠିକଣା: gandhim@nic.in) (864, 998, 1120, 1011)
sudoku-cell: 1 (207, 2095, 219, 2108)
poem-line: ଚୋରେ ଚାହିଁ ଆଶ୍ରୁ ପାସୋରି ଦିଏରେ (1233, 162, 1389, 176)
main-article-col3: ପ୍ରକୃତିରେ ବିଭିନ୍ନ ପ୍ରକାରର ପ୍ରାଣୀ ଅଛନ୍ତି ଏବଂ ସମସ୍ତେ ଏକ ଅନ୍ୟ ଉପରେ ନିର୍ଭରଶୀଳ । ଯଦି ଗୋଟିଏ ପ୍ରାଣୀ ଲୋପ ପାଏ ତେବେ ସମଗ୍ର ପରିବେଶ ପ୍ରଭାବିତ ହୁଏ । ବିରୁଡ଼ିମାନେ ଏହି ଖାଦ୍ୟ ଶୃଙ୍ଖଳର ଏକ ଗୁରୁତ୍ୱପୂର୍ଣ୍ଣ ଅଂଶ । ଆଜିକାଲି କୀଟନାଶକ ବ୍ୟବହାର ଯୋଗୁଁ ବିରୁଡ଼ିମାନଙ୍କ ସଂଖ୍ୟା କମିଯାଉଛି । ଏହା ଚିନ୍ତାର ବିଷୟ । ଆମେ ରାସାୟନିକ କୀଟନାଶକ ବଦଳରେ ପ୍ରାକୃତିକ ଉପାୟ ଅବଲମ୍ବନ କରିବା ଉଚିତ୍ । ଏହା ଦ୍ୱାରା ବିରୁଡ଼ି ସମେତ ଅନ୍ୟ ଉପକାରୀ କୀଟ ସୁରକ୍ଷିତ ରହିବେ । ପିଲାମାନଙ୍କୁ ମଧ୍ୟ ଏ ବିଷୟରେ ଶିକ୍ଷା ଦେବା ଆବଶ୍ୟକ । ସେମାନେ ଯେପରି ବିନା କାରଣରେ କୀଟପତଙ୍ଗଙ୍କୁ ମାରନ୍ତି ନାହିଁ । ପ୍ରକୃତି ଆମକୁ ଅନେକ କିଛି ଶିଖାଏ । ବିରୁଡ଼ିର ଘର ତିଆରି କୌଶଳ, ତା'ର ପରିଶ୍ରମ ଓ ଧୈର୍ଯ୍ୟ ଆମ ପାଇଁ ଶିକ୍ଷଣୀୟ । ଆମେ ଯଦି ପ୍ରକୃତିକୁ ଭଲ ପାଇବା ତେବେ ପ୍ରକୃତି ମଧ୍ୟ ଆମକୁ ସୁରକ୍ଷା ଦେବ । ପରିବେଶ ସୁରକ୍ଷା ଆମ ସମସ୍ତଙ୍କ ଦାୟିତ୍ୱ । (750, 597, 1120, 760)
chirantani-box (1132, 6, 1492, 256)
chirantani-title: ଚିରନ୍ତନୀ (1239, 11, 1383, 46)
sudoku-cell: 5 (305, 2157, 317, 2169)
education-author: ଅଭୟ ଦ୍ୱିବେଦୀ (696, 1629, 822, 1653)
sudoku-cell[interactable] (190, 1851, 221, 1882)
section-header-label: ଏଇ ଭାରତରେ... (15, 15, 191, 45)
district-photo (204, 700, 366, 800)
ads-label: କେବଳ ବିଜ୍ଞାପନ ପାଇଁ ବ୍ୟବହାର କରନ୍ତୁ: (1233, 2216, 1391, 2227)
sudoku-cell[interactable] (281, 1761, 311, 1791)
sudoku-cell[interactable] (251, 1912, 281, 1943)
sudoku-cell: 9 (268, 2157, 281, 2169)
sudoku-cell: 2 (268, 2083, 281, 2096)
sudoku-cell: 6 (293, 2132, 305, 2145)
srimandir-title-box (380, 1866, 740, 1902)
sudoku-cell[interactable] (99, 1821, 130, 1852)
matira-title: ମାଟିର ମଣିଷ (1175, 279, 1447, 342)
envelope-icon (765, 1875, 815, 1909)
sudoku-cell: 1 (219, 2083, 231, 2096)
archive-body: ■ ଓଡ଼ିଶାରେ ବନ୍ୟା ସ୍ଥିତି ଗୁରୁତର ହୋଇଛି । ନଦୀଗୁଡ଼ିକରେ ଜଳସ୍ତର ବୃଦ୍ଧି ପାଇବାରୁ ଅନେକ ଗାଁ ଜଳମଗ୍ନ ହୋଇଛି । ସରକାର ରିଲିଫ ଶିବିର ଖୋଲିଛନ୍ତି । ■ ରାଜ୍ୟ ବିଧାନସଭାର ବର୍ଷାକାଳୀନ ଅଧିବେଶନ ଆରମ୍ଭ ହେବ । ବିରୋଧୀ ଦଳ ଏକାଠି ହୋଇ ସରକାରଙ୍କ ବିରୋଧରେ ପ୍ରସ୍ତାବ ଆଣିବାକୁ ଯୋଜନା କରିଛନ୍ତି । ■ ଶ୍ରୀଲଙ୍କା ତାମିଲ ସମସ୍ୟା ସମାଧାନ ପାଇଁ ଭାରତ ପ୍ରସ୍ତାବ ଦେଇଛି । ଏ ସମ୍ପର୍କରେ ଆଲୋଚନା ଜାରି ରହିଛି । (6, 1505, 366, 1593)
sudoku-cell[interactable] (39, 1882, 69, 1912)
sudoku-cell[interactable]: 1 (281, 2003, 311, 2033)
matira-body: ଏଇ ମାଧ୍ୟମ ବିଦ୍ୟାଳୟରେ ପଢ଼ୁଥିବା ପିଲାମାନଙ୍କ ପାଇଁ ଓଡ଼ିଆ ଭାଷା ପଢ଼ିବା ଏକ ସମସ୍ୟା ହୋଇଯାଇଛି । ସେମାନେ ଇଂରାଜୀରେ କଥା ହୁଅନ୍ତି ଏବଂ ମାତୃଭାଷାକୁ ଭୁଲିଯାଉଛନ୍ତି । ଗାଁର ଛୁଆ ସହରରେ ପଢ଼ିଲେ ଗାଁ କଥା ମନେ ରଖନ୍ତି ନାହିଁ । ମାଟିର ମଣିଷ ମାଟିକୁ ଭୁଲିଗଲେ ସେ ଆଉ ମଣିଷ ରହେ ନାହିଁ । କାଳିନ୍ଦୀଚରଣ ପାଣିଗ୍ରାହୀଙ୍କ ଉପନ୍ୟାସ ମାଟିର ମଣିଷ ଓଡ଼ିଆ ସାହିତ୍ୟର ଏକ ଅମର କୃତି । ଏହି ଉପନ୍ୟାସରେ ଗ୍ରାମ୍ୟ ଜୀବନର ସୁନ୍ଦର ଚିତ୍ର ଫୁଟି ଉଠିଛି । ବରଜୁ ଓ ଛକଡ଼ି ଦୁଇ ଭାଇଙ୍କ କାହାଣୀ ପରିବାରର ମୂଲ୍ୟବୋଧକୁ ଦର୍ଶାଏ । ମୁଁ ପିଲାଦିନେ ଏହି ଉପନ୍ୟାସ ପଢ଼ିଥିଲି ଏବଂ ଏହା ମୋ ମନରେ ଗଭୀର ପ୍ରଭାବ ପକାଇଥିଲା । ଆଜି ମଧ୍ୟ ସେହି ଚରିତ୍ରମାନେ ମୋ ମନରେ ଜୀବନ୍ତ ହୋଇ ରହିଛନ୍ତି । ଗାଁର ମାଟି, ନଦୀ, ଗଛ, ପକ୍ଷୀ ସବୁ ଏହି ଉପନ୍ୟାସରେ ଜୀବନ୍ତ ହୋଇଉଠିଛନ୍ତି । ଆଜିର ପିଢ଼ି ଏହି ମୂଲ୍ୟବୋଧକୁ ଭୁଲିଯାଉଛି । ସହରୀକରଣ ଯୋଗୁଁ ଗାଁ ଖାଲି ହୋଇଯାଉଛି । ଯୁବକମାନେ ଚାକିରି ପାଇଁ ସହରକୁ ଚାଲିଯାଉଛନ୍ତି । ଗାଁରେ ବୁଢ଼ାବୁଢ଼ୀ ହିଁ ରହିଯାଉଛନ୍ତି । ଚାଷ ଜମି ପଡ଼ିଆ ପଡ଼ିରହୁଛି । ଏହା ଏକ ଗୁରୁତର ସମସ୍ୟା । ଗାଁର ବିକାଶ ନହେଲେ ଦେଶର ବିକାଶ ସମ୍ଭବ ନୁହେଁ । ମହାତ୍ମା ଗାନ୍ଧୀ କହିଥିଲେ ଭାରତର ଆତ୍ମା ଗାଁରେ ବସବାସ କରେ । ଏହି କଥା ଆଜି ମଧ୍ୟ ସତ୍ୟ । ଆମେ ଗାଁକୁ ଫେରିବା ଦରକାର । ଗାଁର ସଂସ୍କୃତି, ପରମ୍ପରା ଓ ମୂଲ୍ୟବୋଧକୁ ବଞ୍ଚାଇ ରଖିବା ଆମ ଦାୟିତ୍ୱ । ପିଲାମାନଙ୍କୁ ଗାଁ ବିଷୟରେ ଶିକ୍ଷା ଦେବା ଉଚିତ୍ । ଛୁଟି ସମୟରେ ସେମାନଙ୍କୁ ଗାଁକୁ ନେଇଯିବା ଉଚିତ୍ । ସେମାନେ ଯେପରି ମାଟିର ଗନ୍ଧ ଜାଣନ୍ତି । ଚାଷୀର ପରିଶ୍ରମ ବୁଝନ୍ତି । ପ୍ରକୃତିକୁ ଭଲ ପାଆନ୍ତି । ଏହା ଦ୍ୱାରା ସେମାନେ ପ୍ରକୃତ ମଣିଷ ହୋଇପାରିବେ । ମାଟିର ମଣିଷ ହୋଇପାରିବେ । ସାହିତ୍ୟ ହିଁ ମଣିଷକୁ ମଣିଷ କରେ । ଭଲ ସାହିତ୍ୟ ପଢ଼ିବାର ଅଭ୍ୟାସ ଗଢ଼ିବା ଦରକାର । ପାଠାଗାରଗୁଡ଼ିକୁ ସକ୍ରିୟ କରିବା ଦରକାର । ପିଲାମାନଙ୍କୁ ଓଡ଼ିଆ ବହି ଉପହାର ଦେବା ଉଚିତ୍ । ଏହା ଦ୍ୱାରା ସେମାନଙ୍କ ମଧ୍ୟରେ ମାତୃଭାଷା ପ୍ରତି ପ୍ରେମ ଜାଗ୍ରତ ହେବ । ଆଜି ଆମେ ଯଦି ଏ ଦିଗରେ ପଦକ୍ଷେପ ନେବା ତେବେ ଆଗାମୀ ପିଢ଼ି ଆମକୁ ଧନ୍ୟବାଦ ଦେବ । ମାଟିର ମଣିଷ ଉପନ୍ୟାସ ପରି ଅନେକ ଅମୂଲ୍ୟ କୃତି ଓଡ଼ିଆ ସାହିତ୍ୟରେ ଅଛି । ସେଗୁଡ଼ିକୁ ନୂଆ ପିଢ଼ି ପାଖରେ ପହଞ୍ଚାଇବା ଆମର କର୍ତ୍ତବ୍ୟ । ମାଟିକୁ ଭଲପାଅ, ମାଟି ତୁମକୁ ଭଲ ପାଇବ । ମାଟିର ମଣିଷ ହୋଇ ବଞ୍ଚ । ଏହି ଆହ୍ୱାନ ସହ ମୋ ଲେଖା ଶେଷ କରୁଛି । ଆଶାକରେ ପାଠକମାନେ ଏ ବିଷୟରେ ଚିନ୍ତା କରିବେ ଏବଂ ନିଜ ପିଲାମାନଙ୍କୁ ମାଟି ସହ ଯୋଡ଼ି ରଖିବେ । ଗାଁ ହିଁ ଆମର ପ୍ରକୃତ ପରିଚୟ । (1141, 390, 1481, 838)
sudoku-cell[interactable] (220, 1851, 251, 1882)
sudoku-cell[interactable]: 1 (39, 1791, 69, 1821)
sudoku-cell[interactable] (220, 1942, 251, 1973)
sudoku-cell[interactable]: 5 (99, 1882, 130, 1912)
sudoku-cell: 2 (243, 2145, 256, 2157)
sudoku-cell: 8 (219, 2132, 231, 2145)
sudoku-cell[interactable] (220, 1973, 251, 2003)
sudoku-cell[interactable] (281, 1942, 311, 1973)
poem-line: କି ରୂପ ଧରେ, (1281, 77, 1341, 91)
sudoku-cell: 8 (231, 2083, 244, 2096)
sudoku-cell[interactable]: 7 (39, 1761, 69, 1791)
district-diary-label-box (6, 700, 196, 746)
chirantani-author: -କାଳିନ୍ଦୀ ଚରଣ ପାଣିଗ୍ରାହୀ (1319, 225, 1481, 244)
fakir-headline: ଫକୀରମୋହନଙ୍କୁ ଉପେକ୍ଷା (6, 808, 320, 843)
sudoku-row (207, 2145, 317, 2157)
sudoku-cell[interactable] (220, 1821, 251, 1852)
sudoku-row (39, 1912, 311, 1943)
sudoku-cell: 5 (231, 2108, 244, 2120)
sudoku-cell[interactable]: 2 (129, 1942, 160, 1973)
sudoku-cell[interactable] (190, 2003, 221, 2033)
sudoku-cell[interactable] (160, 1791, 190, 1821)
sudoku-cell: 9 (256, 2095, 268, 2108)
district-name: ବାଲେଶ୍ୱର (19, 753, 165, 791)
sudoku-cell: 4 (305, 2083, 317, 2096)
sudoku-cell: 9 (305, 2132, 317, 2145)
sudoku-cell[interactable] (39, 1821, 69, 1852)
matira-box (1132, 262, 1492, 1856)
education-col1: ଏହି ଦେଶରେ ଉଚ୍ଚଶିକ୍ଷାର ମାନ ଦିନକୁ ଦିନ ଖସିଯାଉଛି । ବିଶ୍ୱବିଦ୍ୟାଳୟ ଓ ମହାବିଦ୍ୟାଳୟଗୁଡ଼ିକରେ ଶିକ୍ଷକଙ୍କ ଅଭାବ ରହିଛି । ଅନେକ ପଦବୀ ଖାଲି ପଡ଼ିଛି । ଛାତ୍ରଛାତ୍ରୀମାନେ ଉପଯୁକ୍ତ ଶିକ୍ଷା ପାଉନାହାନ୍ତି । ସରକାର ଏ ଦିଗରେ ଧ୍ୟାନ ଦେଉନାହାନ୍ତି । ଉଚ୍ଚଶିକ୍ଷା ମନ୍ତ୍ରୀଙ୍କ ଦୃଷ୍ଟି ଆକର୍ଷଣ କରିବା ପାଇଁ ଏହି ଲେଖା । ଗବେଷଣା କ୍ଷେତ୍ରରେ ମଧ୍ୟ ଆମ ରାଜ୍ୟ ପଛରେ ପଡ଼ିଛି । ଗବେଷକମାନଙ୍କୁ ଉପଯୁକ୍ତ ସୁବିଧା ମିଳୁନାହିଁ । ପାଠାଗାର ଓ ପରୀକ୍ଷାଗାରର ଅବସ୍ଥା ଶୋଚନୀୟ । ଅନେକ ଛାତ୍ର ଉଚ୍ଚଶିକ୍ଷା ପାଇଁ ଅନ୍ୟ ରାଜ୍ୟକୁ ଯାଉଛନ୍ତି । ଏହା ଦ୍ୱାରା ରାଜ୍ୟର ପ୍ରତିଭା ବାହାରକୁ ଚାଲିଯାଉଛି । ସରକାର ଏହାକୁ ରୋକିବା ପାଇଁ ପଦକ୍ଷେପ ନେବା ଆବଶ୍ୟକ । ନୂଆ ପାଠ୍ୟକ୍ରମ ପ୍ରଚଳନ କରିବା ଦରକାର ଯାହା ଆଧୁନିକ ଯୁଗର ଆବଶ୍ୟକତା ପୂରଣ କରିପାରିବ । ବୃତ୍ତିଗତ ଶିକ୍ଷା ଉପରେ ଅଧିକ ଗୁରୁତ୍ୱ ଦେବା ଉଚିତ୍ । ଏହା ଦ୍ୱାରା ଛାତ୍ରଛାତ୍ରୀମାନେ ନିଯୁକ୍ତି ପାଇପାରିବେ । ଶିକ୍ଷକ ନିଯୁକ୍ତି ପ୍ରକ୍ରିୟା ସ୍ୱଚ୍ଛ ଓ ଦ୍ରୁତ ହେବା ଆବଶ୍ୟକ । ଯୋଗ୍ୟ ଶିକ୍ଷକମାନଙ୍କୁ ନିଯୁକ୍ତି ଦେଲେ ଶିକ୍ଷାର ମାନ ବୃଦ୍ଧି ପାଇବ । ଶିକ୍ଷକମାନଙ୍କ ପାଇଁ ନିୟମିତ ପ୍ରଶିକ୍ଷଣ କାର୍ଯ୍ୟକ୍ରମ ଆୟୋଜନ କରାଯିବା ଉଚିତ୍ । ବିଶ୍ୱବିଦ୍ୟାଳୟଗୁଡ଼ିକୁ ଅଧିକ ସ୍ୱୟଂଶାସନ ଦେବା ଦରକାର । ଏହା ଦ୍ୱାରା ସେମାନେ ନିଜ ଆବଶ୍ୟକତା ଅନୁସାରେ ନିଷ୍ପତ୍ତି ନେଇପାରିବେ । ଉଚ୍ଚଶିକ୍ଷା ପରିଷଦର ଭୂମିକା ମଧ୍ୟ ଗୁରୁତ୍ୱପୂର୍ଣ୍ଣ । ଏହି ପରିଷଦ ଶିକ୍ଷାନୀତି ପ୍ରଣୟନ କରେ । ସରକାରୀ ଓ ବେସରକାରୀ କଲେଜ ମଧ୍ୟରେ ସମନ୍ୱୟ ରକ୍ଷା କରିବା ଆବଶ୍ୟକ । ଦୂରଦୂରାନ୍ତ ଅଞ୍ଚଳରେ ଉଚ୍ଚଶିକ୍ଷା ପହଞ୍ଚାଇବା ପାଇଁ ନୂଆ କଲେଜ ପ୍ରତିଷ୍ଠା କରାଯିବା ଉଚିତ୍ । (380, 1097, 738, 1380)
sudoku-cell[interactable]: 1 (220, 1912, 251, 1943)
sudoku-cell[interactable] (99, 1761, 130, 1791)
poem-line: ବନର ବିହଙ୍ଗ ପରାଏ ବିହରେ (1249, 128, 1373, 142)
